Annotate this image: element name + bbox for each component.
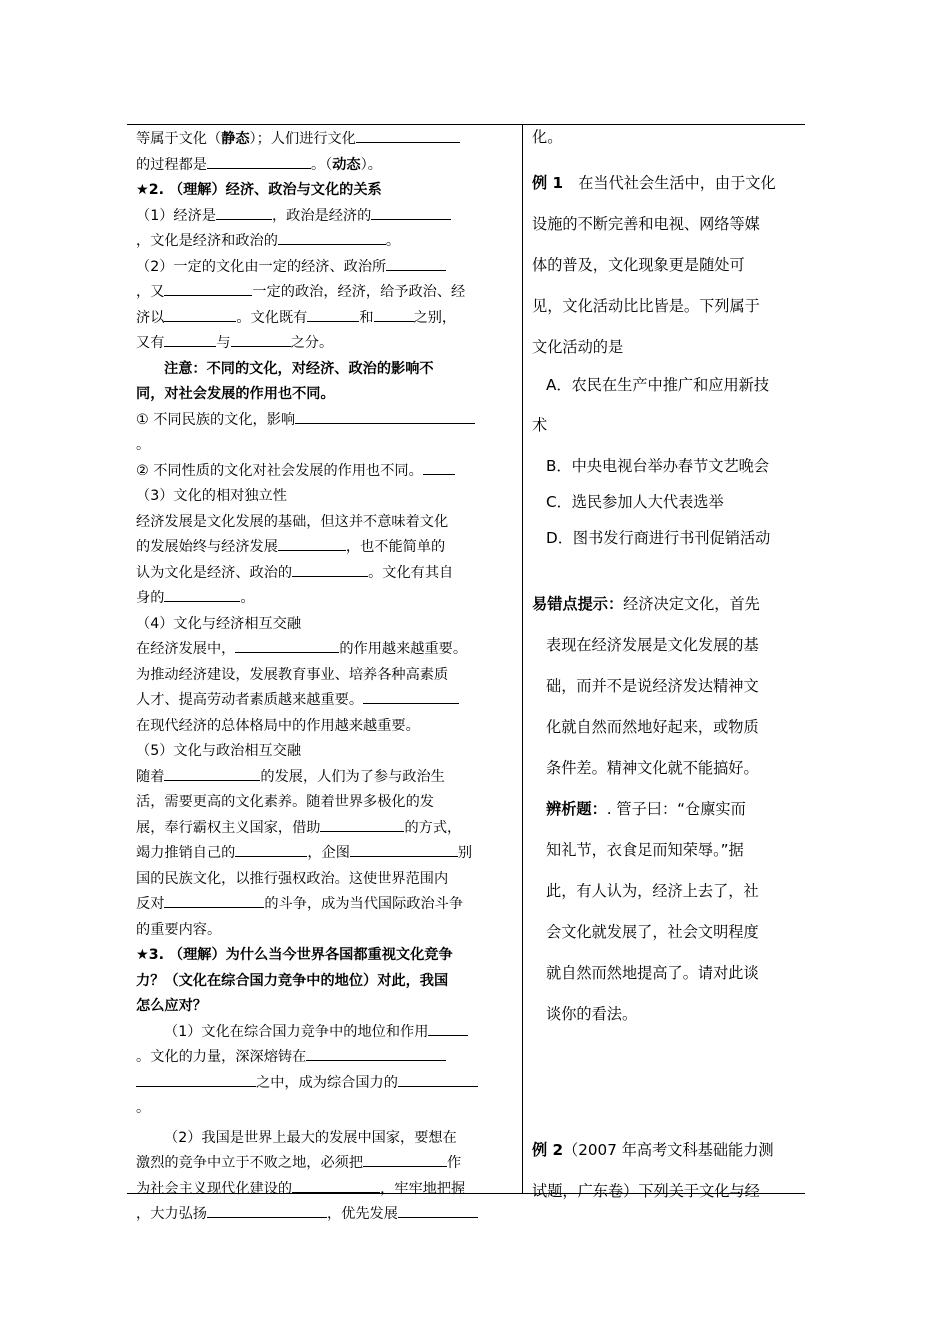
discussion-line: 辨析题：. 管子曰：“仓廪实而 xyxy=(546,800,746,818)
text-line: （1）文化在综合国力竞争中的地位和作用 xyxy=(136,1020,516,1046)
fill-blank[interactable] xyxy=(320,818,404,832)
fill-blank[interactable] xyxy=(292,563,368,577)
fill-blank[interactable] xyxy=(292,1179,380,1193)
text-line: 知礼节，衣食足而知荣辱。”据 xyxy=(546,841,744,859)
text-line: 化。 xyxy=(532,128,563,146)
fill-blank[interactable] xyxy=(278,231,386,245)
right-column xyxy=(532,124,802,1212)
fill-blank[interactable] xyxy=(356,129,460,143)
note-line: 同，对社会发展的作用也不同。 xyxy=(136,386,335,402)
section-heading: ★3. （理解）为什么当今世界各国都重视文化竞争 xyxy=(136,947,453,963)
text-line: 化就自然而然地好起来，或物质 xyxy=(546,718,759,736)
text-line: 之中，成为综合国力的 xyxy=(136,1071,516,1097)
example-1: 例 1 在当代社会生活中，由于文化 xyxy=(532,174,776,192)
text-line: ，文化是经济和政治的 。 xyxy=(136,233,401,249)
fill-blank[interactable] xyxy=(386,257,446,271)
fill-blank[interactable] xyxy=(374,308,414,322)
text-line: 认为文化是经济、政治的 。文化有其自 xyxy=(136,564,454,581)
section-heading: 怎么应对？ xyxy=(136,998,207,1014)
text-line: 身的 。 xyxy=(136,590,255,606)
column-divider xyxy=(522,124,523,1194)
section-heading: 力？（文化在综合国力竞争中的地位）对此，我国 xyxy=(136,972,449,989)
fill-blank[interactable] xyxy=(428,1022,468,1036)
left-column xyxy=(136,127,516,1228)
fill-blank[interactable] xyxy=(306,1047,446,1061)
text-line: 文化活动的是 xyxy=(532,338,624,356)
text-line: 在现代经济的总体格局中的作用越来越重要。 xyxy=(136,717,420,734)
text-line: ② 不同性质的文化对社会发展的作用也不同。 xyxy=(136,459,516,485)
fill-blank[interactable] xyxy=(136,1073,256,1087)
section-heading: ★2. （理解）经济、政治与文化的关系 xyxy=(136,182,382,198)
fill-blank[interactable] xyxy=(164,894,264,908)
fill-blank[interactable] xyxy=(164,308,236,322)
subsection-heading: （5）文化与政治相互交融 xyxy=(136,743,302,759)
fill-blank[interactable] xyxy=(398,1204,478,1218)
text-line: 试题，广东卷）下列关于文化与经 xyxy=(532,1182,760,1200)
text-line: 表现在经济发展是文化发展的基 xyxy=(546,636,759,654)
fill-blank[interactable] xyxy=(371,206,451,220)
text-line: 的发展始终与经济发展 ，也不能简单的 xyxy=(136,539,446,555)
fill-blank[interactable] xyxy=(423,461,455,475)
text-line: 术 xyxy=(532,416,548,434)
spacer xyxy=(532,1035,802,1130)
fill-blank[interactable] xyxy=(307,308,359,322)
text-line: 反对 的斗争，成为当代国际政治斗争 xyxy=(136,896,464,912)
text-line: 又有 与 之分。 xyxy=(136,335,334,351)
text-line: 设施的不断完善和电视、网络等媒 xyxy=(532,215,760,233)
text-line: ① 不同民族的文化，影响 xyxy=(136,408,516,434)
text-line: 。 xyxy=(136,1100,151,1116)
fill-blank[interactable] xyxy=(398,1073,478,1087)
fill-blank[interactable] xyxy=(235,843,307,857)
option-b[interactable]: B．中央电视台举办春节文艺晚会 xyxy=(546,457,770,475)
fill-blank[interactable] xyxy=(164,282,252,296)
text-line: ，又 一定的政治，经济，给予政治、经 xyxy=(136,284,466,300)
text-line: 为社会主义现代化建设的 ，牢牢地把握 xyxy=(136,1180,466,1197)
text-line: 础，而并不是说经济发达精神文 xyxy=(546,677,759,695)
text-line: 谈你的看法。 xyxy=(546,1005,638,1023)
text-line: 此，有人认为，经济上去了，社 xyxy=(546,882,759,900)
text-line: （1）经济是 ，政治是经济的 xyxy=(136,204,516,230)
fill-blank[interactable] xyxy=(363,690,459,704)
subsection-heading: （4）文化与经济相互交融 xyxy=(136,615,302,632)
tip-line: 易错点提示：经济决定文化，首先 xyxy=(532,595,760,613)
text-line: 展，奉行霸权主义国家，借助 的方式， xyxy=(136,819,462,836)
text-line: 济以 。文化既有 和 之别， xyxy=(136,309,457,326)
fill-blank[interactable] xyxy=(363,1153,447,1167)
option-a[interactable]: A．农民在生产中推广和应用新技 xyxy=(546,376,770,394)
fill-blank[interactable] xyxy=(278,537,346,551)
text-line: 的过程都是 。（动态）。 xyxy=(136,156,382,173)
text-line: 会文化就发展了，社会文明程度 xyxy=(546,923,759,941)
fill-blank[interactable] xyxy=(235,639,339,653)
option-d[interactable]: D．图书发行商进行书刊促销活动 xyxy=(546,529,771,547)
fill-blank[interactable] xyxy=(164,767,260,781)
text-line: ，大力弘扬 ，优先发展 xyxy=(136,1202,516,1228)
text-line: 见，文化活动比比皆是。下列属于 xyxy=(532,297,760,315)
text-line: 体的普及，文化现象更是随处可 xyxy=(532,256,745,274)
fill-blank[interactable] xyxy=(164,333,216,347)
example-2: 例 2（2007 年高考文科基础能力测 xyxy=(532,1141,774,1159)
note-line: 注意：不同的文化，对经济、政治的影响不 xyxy=(164,360,434,377)
fill-blank[interactable] xyxy=(231,333,291,347)
text-line: 。 xyxy=(136,437,151,453)
fill-blank[interactable] xyxy=(207,1204,327,1218)
text-line: 的重要内容。 xyxy=(136,921,222,938)
text-line: 条件差。精神文化就不能搞好。 xyxy=(546,759,759,777)
text-line: 在经济发展中， 的作用越来越重要。 xyxy=(136,641,468,657)
text-line: 为推动经济建设，发展教育事业、培养各种高素质 xyxy=(136,666,449,683)
fill-blank[interactable] xyxy=(164,588,240,602)
text-line: 国的民族文化，以推行强权政治。这使世界范围内 xyxy=(136,870,449,887)
text-line: 。文化的力量，深深熔铸在 xyxy=(136,1045,516,1071)
fill-blank[interactable] xyxy=(295,410,475,424)
fill-blank[interactable] xyxy=(216,206,272,220)
fill-blank[interactable] xyxy=(350,843,458,857)
text-line: 等属于文化（静态）；人们进行文化 xyxy=(136,127,516,153)
text-line: 人才、提高劳动者素质越来越重要。 xyxy=(136,688,516,714)
fill-blank[interactable] xyxy=(207,155,311,169)
text-line: （2）我国是世界上最大的发展中国家，要想在 xyxy=(164,1129,457,1146)
subsection-heading: （3）文化的相对独立性 xyxy=(136,488,287,504)
text-line: 经济发展是文化发展的基础，但这并不意味着文化 xyxy=(136,513,449,530)
text-line: （2）一定的文化由一定的经济、政治所 xyxy=(136,255,516,281)
option-c[interactable]: C．选民参加人大代表选举 xyxy=(546,493,724,511)
text-line: 激烈的竞争中立于不败之地，必须把 作 xyxy=(136,1155,462,1171)
text-line: 就自然而然地提高了。请对此谈 xyxy=(546,964,759,982)
text-line: 活，需要更高的文化素养。随着世界多极化的发 xyxy=(136,794,434,810)
text-line: 竭力推销自己的 ，企图 别 xyxy=(136,845,473,861)
text-line: 随着 的发展，人们为了参与政治生 xyxy=(136,768,445,785)
spacer xyxy=(532,556,802,584)
